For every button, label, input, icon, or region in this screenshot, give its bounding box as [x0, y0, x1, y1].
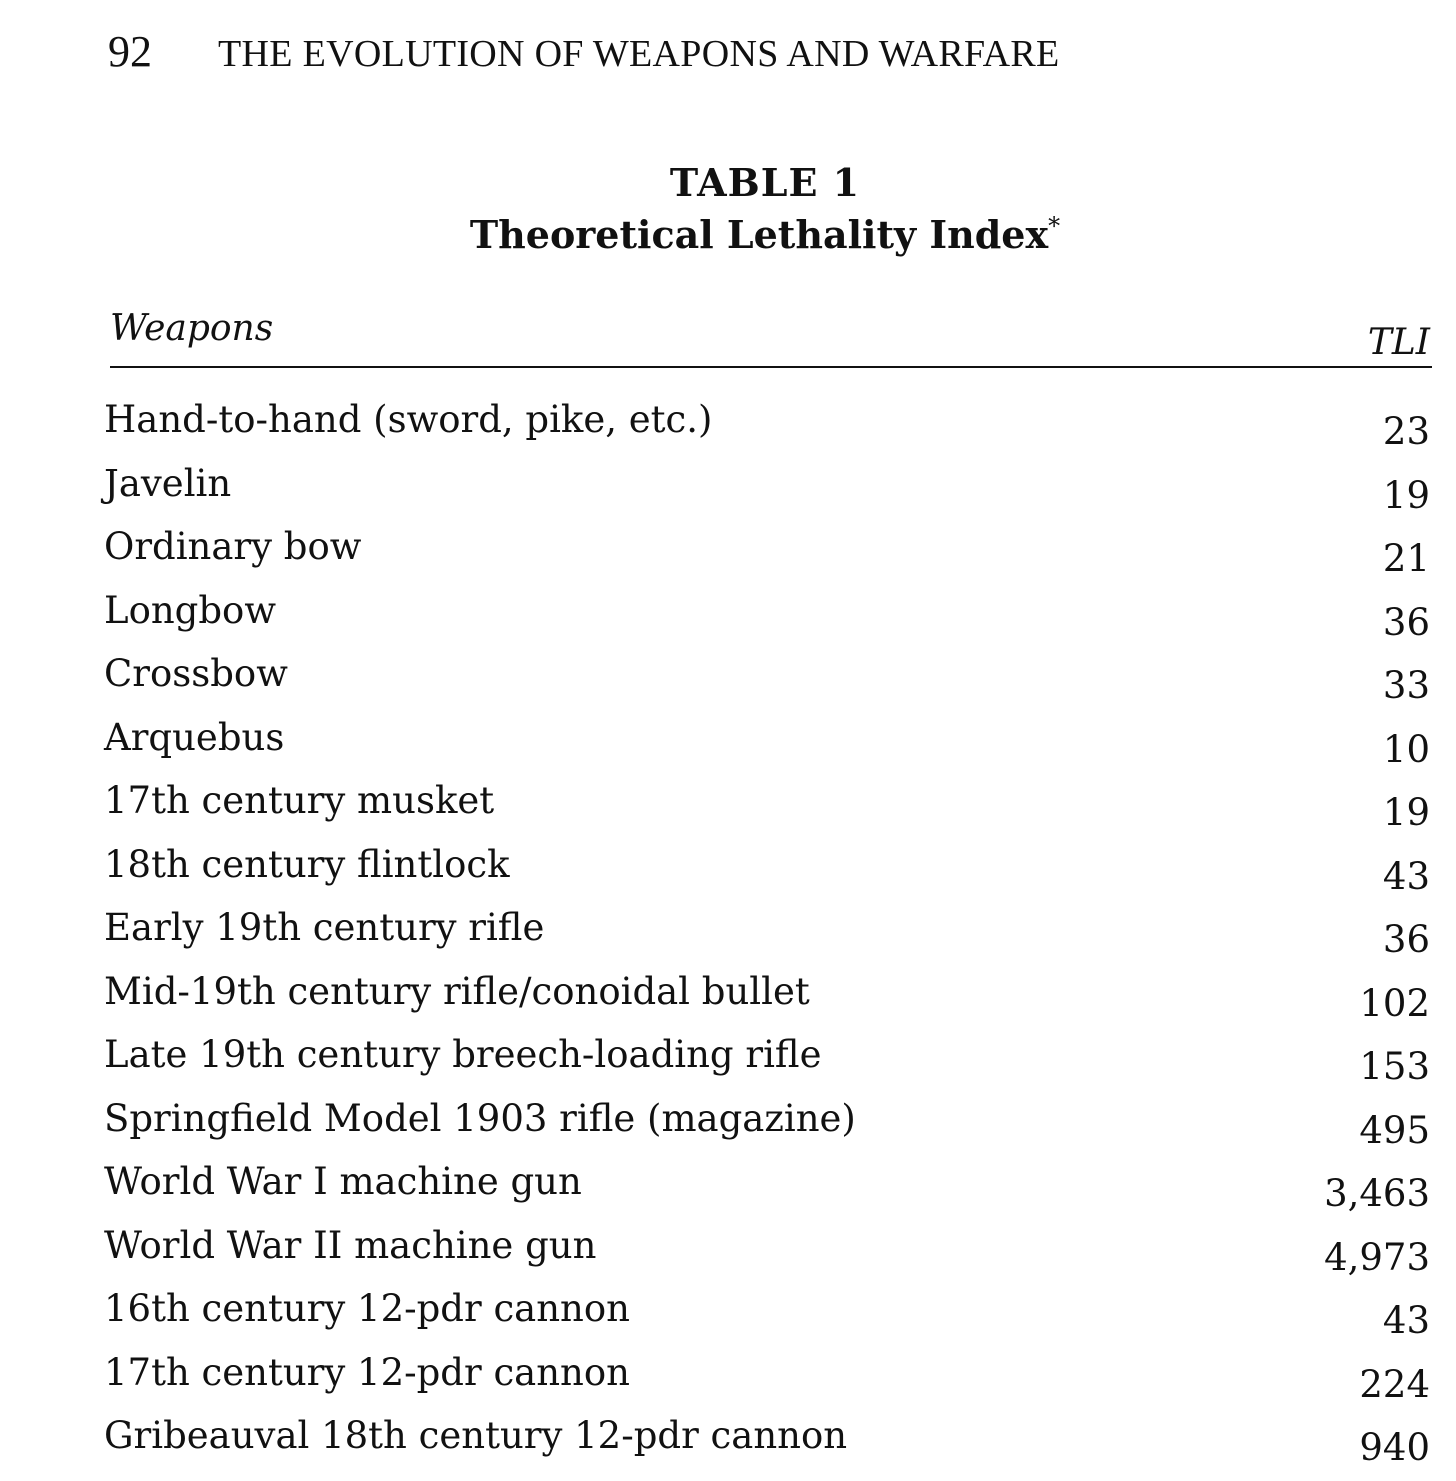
- tli-value: 43: [1382, 854, 1430, 898]
- table-row: [104, 970, 1430, 1034]
- weapon-name: 17th century 12-pdr cannon: [104, 1350, 630, 1394]
- table-row: [104, 716, 1430, 780]
- tli-value: 33: [1382, 664, 1430, 707]
- page-header: [108, 26, 1060, 77]
- weapon-name: Springfield Model 1903 rifle (magazine): [104, 1096, 856, 1140]
- weapon-name: Mid-19th century rifle/conoidal bullet: [104, 969, 810, 1013]
- weapon-name: Crossbow: [104, 652, 288, 695]
- table-row: [104, 652, 1430, 716]
- table-column-headers: [110, 308, 1430, 363]
- column-header-tli: TLI: [1367, 322, 1430, 363]
- tli-value: 36: [1382, 600, 1430, 644]
- weapon-name: 18th century flintlock: [104, 842, 510, 886]
- table-row: [104, 1414, 1430, 1478]
- tli-value: 224: [1359, 1362, 1430, 1406]
- tli-value: 36: [1382, 918, 1430, 961]
- table-title: [0, 212, 1456, 257]
- table-row: [104, 843, 1430, 907]
- table-row: [104, 1033, 1430, 1097]
- weapon-name: Hand-to-hand (sword, pike, etc.): [104, 398, 713, 441]
- tli-value: 495: [1359, 1108, 1430, 1152]
- table-row: [104, 1351, 1430, 1415]
- tli-value: 21: [1382, 537, 1430, 580]
- table-body: [104, 398, 1430, 1478]
- tli-value: 19: [1382, 473, 1430, 517]
- weapon-name: Gribeauval 18th century 12-pdr cannon: [104, 1414, 848, 1457]
- tli-value: 10: [1382, 727, 1430, 771]
- table-row: [104, 1287, 1430, 1351]
- tli-value: 23: [1382, 410, 1430, 453]
- table-row: [104, 462, 1430, 526]
- weapon-name: Javelin: [104, 461, 232, 505]
- header-rule: [110, 366, 1432, 368]
- tli-value: 19: [1382, 791, 1430, 834]
- table-title-text: Theoretical Lethality Index: [469, 212, 1049, 257]
- weapon-name: 16th century 12-pdr cannon: [104, 1287, 630, 1330]
- page-number: 92: [108, 27, 152, 76]
- tli-value: 3,463: [1324, 1172, 1430, 1215]
- table-label: TABLE 1: [669, 160, 861, 205]
- weapon-name: Early 19th century rifle: [104, 906, 545, 949]
- weapon-name: Arquebus: [104, 715, 285, 759]
- table-row: [104, 1224, 1430, 1288]
- weapon-name: 17th century musket: [104, 779, 495, 822]
- tli-value: 102: [1359, 981, 1430, 1025]
- weapon-name: Ordinary bow: [104, 525, 362, 568]
- table-row: [104, 906, 1430, 970]
- weapon-name: Longbow: [104, 588, 276, 632]
- weapon-name: World War I machine gun: [104, 1160, 582, 1203]
- table-row: [104, 398, 1430, 462]
- column-header-weapons: Weapons: [110, 308, 274, 349]
- tli-value: 940: [1359, 1426, 1430, 1469]
- tli-value: 43: [1382, 1299, 1430, 1342]
- footnote-marker: *: [1048, 212, 1061, 240]
- weapon-name: World War II machine gun: [104, 1223, 597, 1267]
- running-title: THE EVOLUTION OF WEAPONS AND WARFARE: [218, 33, 1060, 75]
- table-row: [104, 525, 1430, 589]
- table-row: [104, 1097, 1430, 1161]
- tli-value: 153: [1359, 1045, 1430, 1088]
- table-row: [104, 779, 1430, 843]
- tli-value: 4,973: [1324, 1235, 1430, 1279]
- table-row: [104, 1160, 1430, 1224]
- weapon-name: Late 19th century breech-loading rifle: [104, 1033, 822, 1076]
- table-row: [104, 589, 1430, 653]
